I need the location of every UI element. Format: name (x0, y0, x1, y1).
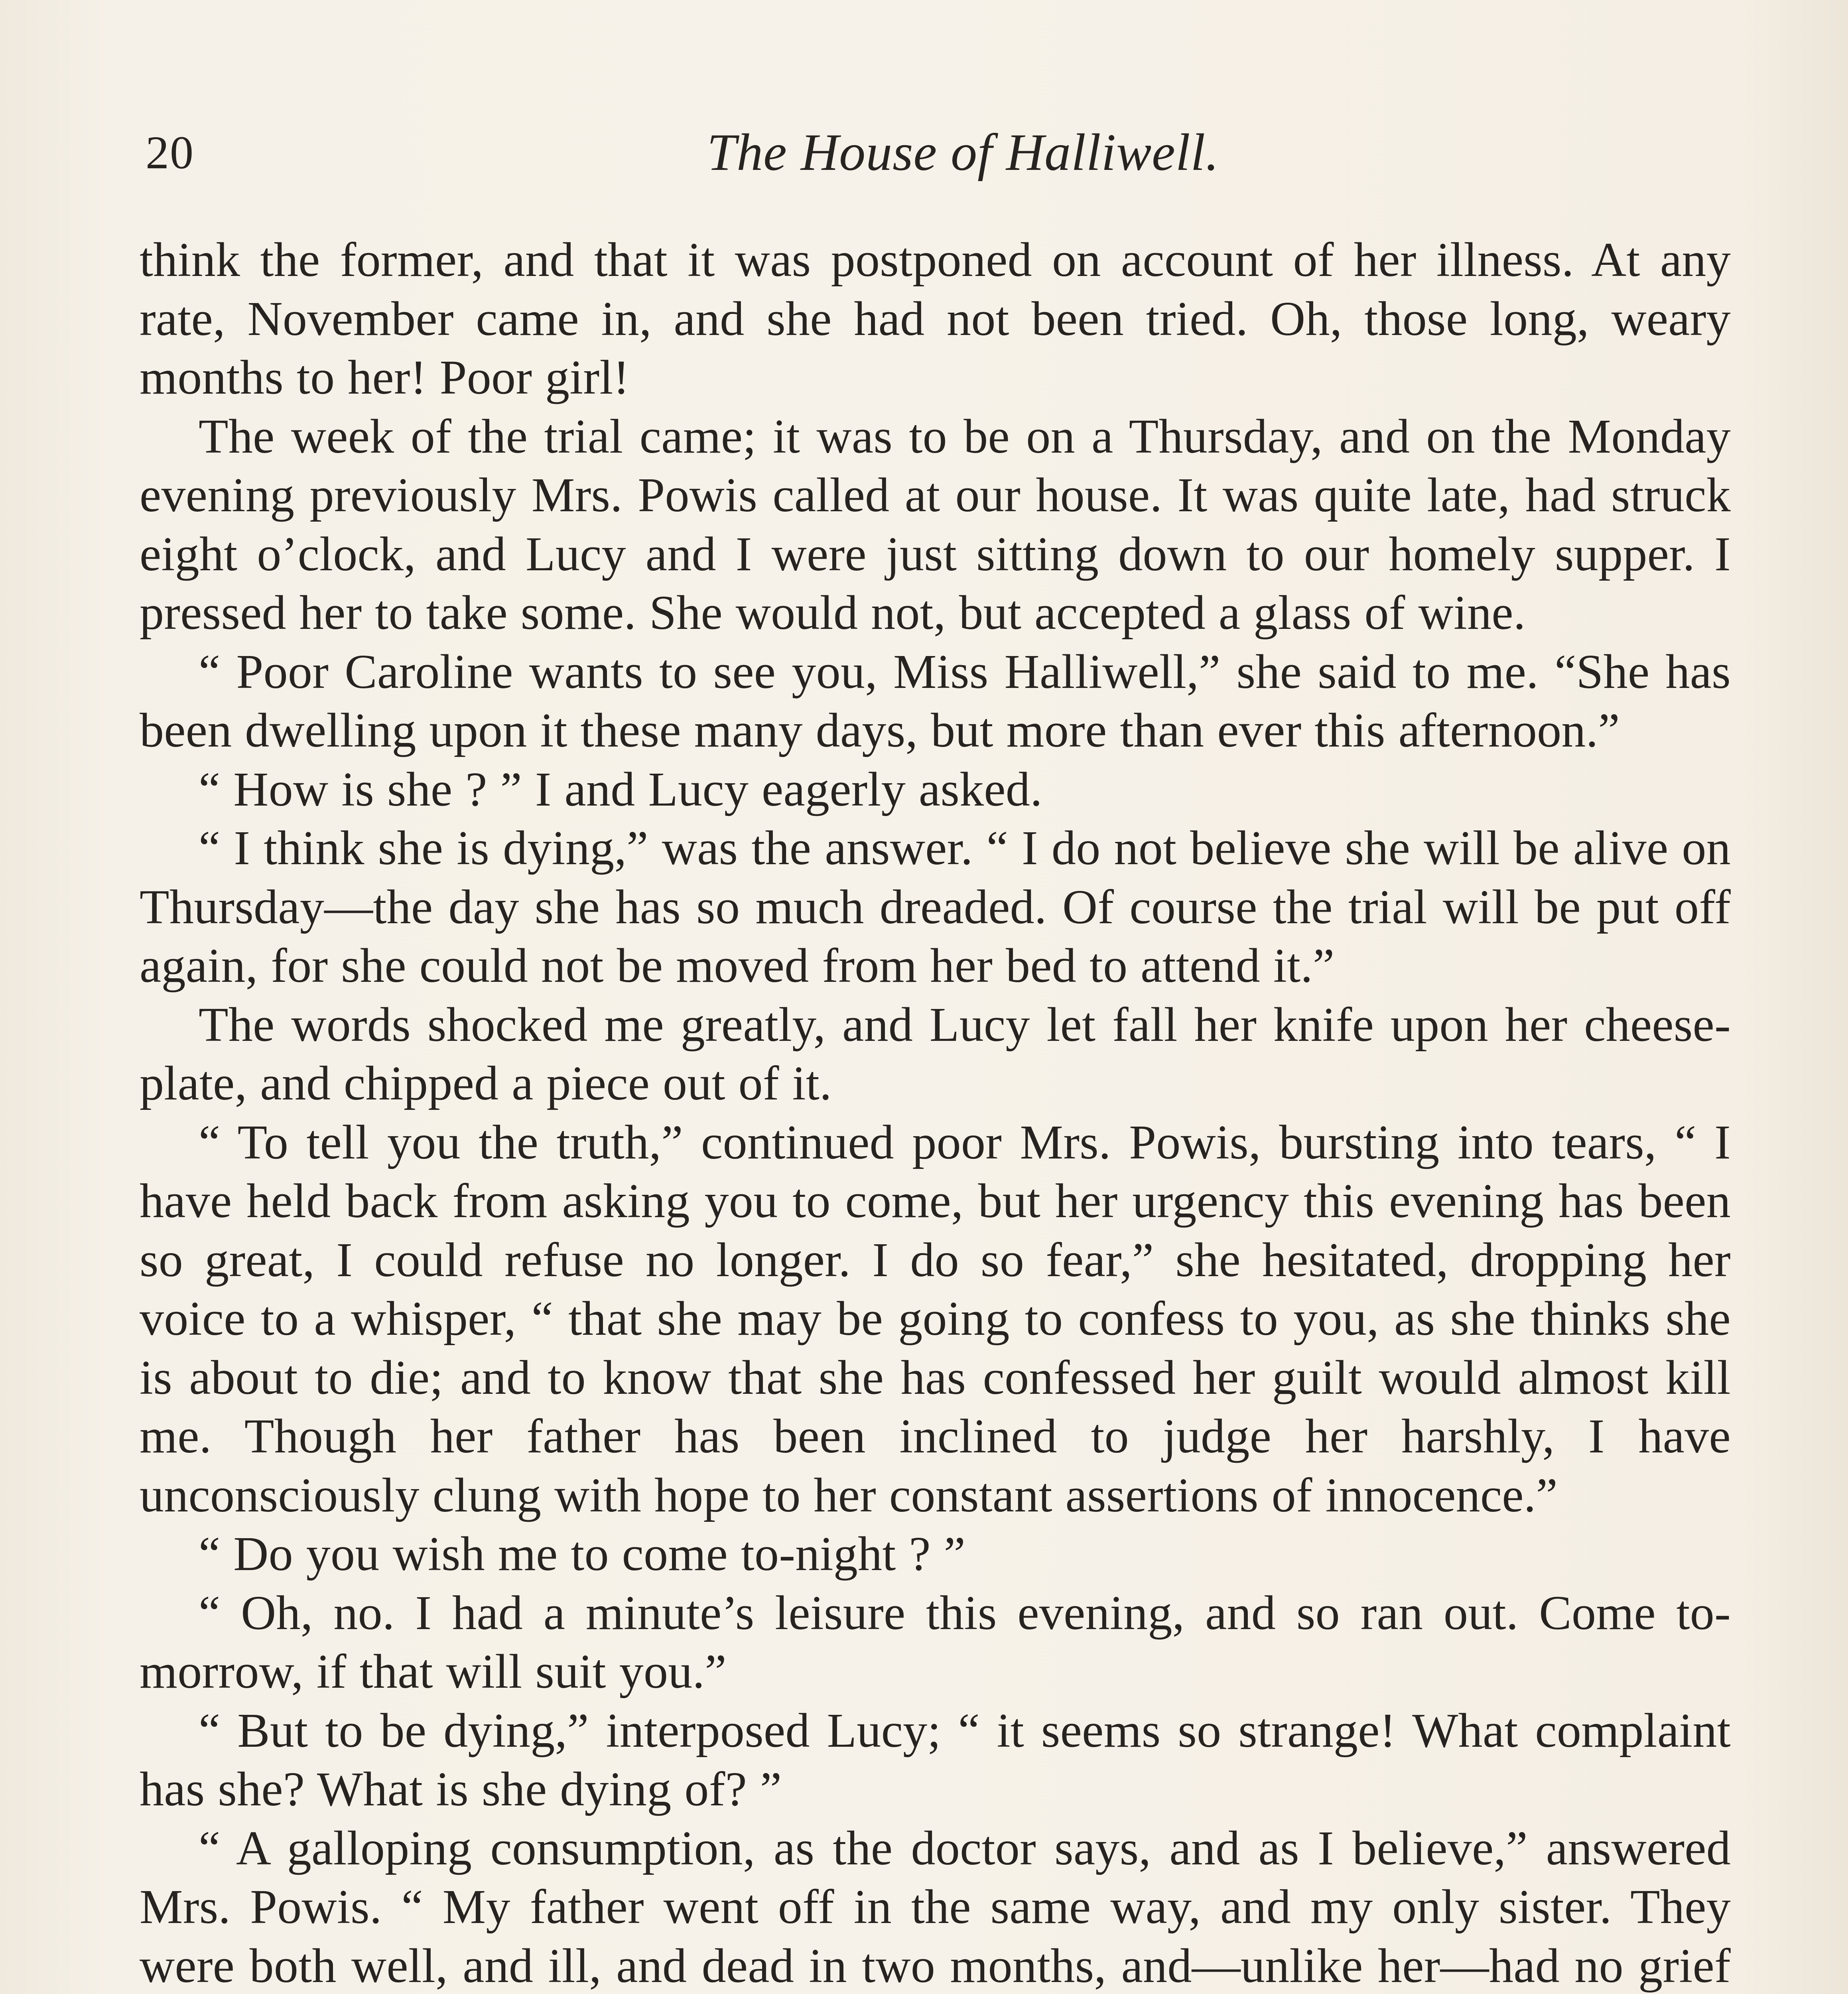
paragraph: think the former, and that it was postponed on account of her illness. At any rate, November came in, and she had not been tried. Oh, those long, weary months to her! Poor girl! (140, 233, 1731, 404)
page-number: 20 (146, 126, 194, 179)
paragraph: The words shocked me greatly, and Lucy let fall her knife upon her cheese-plate, and chipped a piece out of it. (140, 997, 1731, 1110)
paragraph: “ To tell you the truth,” continued poor Mrs. Powis, bursting into tears, “ I have held back from asking you to come, but her urgency this evening has been so great, I could refuse no longer. I do so fear,” she hesitated, dropping her voice to a whisper, “ that she may be going to confess to you, as she thinks she is about to die; and to know that she has confessed her guilt would almost kill me. Though her father has been inclined to judge her harshly, I have unconsciously clung with hope to her constant assertions of innocence.” (140, 1115, 1731, 1522)
page-header (146, 110, 1733, 189)
running-title: The House of Halliwell. (707, 123, 1220, 181)
paragraph: “ Oh, no. I had a minute’s leisure this evening, and so ran out. Come to-morrow, if that will suit you.” (140, 1586, 1731, 1698)
paragraph: “ But to be dying,” interposed Lucy; “ it seems so strange! What complaint has she? What is she dying of? ” (140, 1703, 1731, 1816)
paragraph: “ A galloping consumption, as the doctor says, and as I believe,” answered Mrs. Powis. “ My father went off in the same way, and my only sister. They were both well, and ill, and dead in two months, and—unlike her—had no grief (140, 1821, 1731, 1993)
paragraph: “ Do you wish me to come to-night ? ” (199, 1527, 966, 1581)
paragraph: “ Poor Caroline wants to see you, Miss Halliwell,” she said to me. “She has been dwelling upon it these many days, but more than ever this afternoon.” (140, 644, 1731, 757)
paragraph: The week of the trial came; it was to be on a Thursday, and on the Monday evening previously Mrs. Powis called at our house. It was quite late, had struck eight o’clock, and Lucy and I were just sitting down to our homely supper. I pressed her to take some. She would not, but accepted a glass of wine. (140, 409, 1731, 640)
paragraph: “ How is she ? ” I and Lucy eagerly asked. (199, 762, 1042, 816)
body-text (140, 231, 1731, 1994)
paragraph: “ I think she is dying,” was the answer. “ I do not believe she will be alive on Thursday—the day she has so much dreaded. Of course the trial will be put off again, for she could not be moved from her bed to attend it.” (140, 821, 1731, 993)
